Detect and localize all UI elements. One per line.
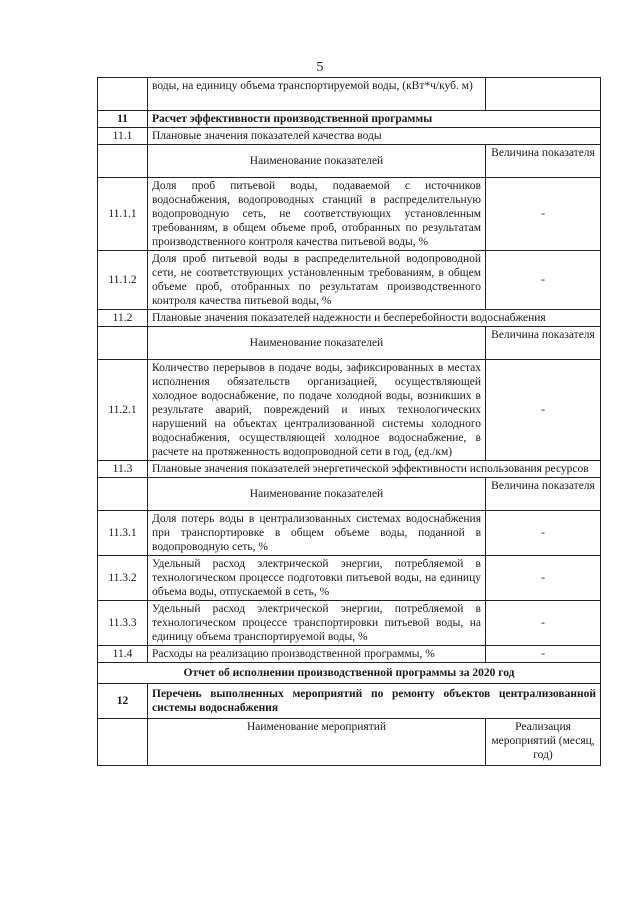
item-value: -: [486, 511, 601, 556]
section-title: Перечень выполненных мероприятий по ремонту объектов централизованной системы водоснабжения: [148, 684, 601, 719]
header-name: Наименование показателей: [148, 478, 486, 511]
table-row: [98, 78, 601, 111]
section-row-12: [98, 684, 601, 719]
table-row: [98, 601, 601, 646]
item-number: 11.2.1: [98, 360, 148, 461]
item-number: 11.4: [98, 646, 148, 663]
header-row: [98, 719, 601, 766]
item-number: 11.3.2: [98, 556, 148, 601]
table-row: [98, 178, 601, 251]
header-realization: Реализация мероприятий (месяц, год): [486, 719, 601, 766]
report-title-row: [98, 663, 601, 684]
table-row: [98, 511, 601, 556]
item-text: Доля проб питьевой воды, подаваемой с источников водоснабжения, водопроводных станций в распределительную водопроводную сеть, не соответствующих установленным требованиям, в общем объеме проб, отобранных по результатам производственного контроля качества питьевой воды, %: [148, 178, 486, 251]
item-value: -: [486, 646, 601, 663]
item-value: -: [486, 360, 601, 461]
row-text: воды, на единицу объема транспортируемой воды, (кВт*ч/куб. м): [148, 78, 486, 111]
item-value: -: [486, 178, 601, 251]
item-text: Удельный расход электрической энергии, потребляемой в технологическом процессе транспортировки питьевой воды, на единицу объема транспортируемой воды, %: [148, 601, 486, 646]
item-text: Удельный расход электрической энергии, потребляемой в технологическом процессе подготовки питьевой воды, на единицу объема воды, отпускаемой в сеть, %: [148, 556, 486, 601]
table-row: [98, 556, 601, 601]
section-row-11: [98, 111, 601, 128]
item-text: Доля проб питьевой воды в распределительной водопроводной сети, не соответствующих установленным требованиям, в общем объеме проб, отобранных по результатам производственного контроля качества питьевой воды, %: [148, 251, 486, 310]
item-number: 11.2: [98, 310, 148, 327]
item-number: 11.3: [98, 461, 148, 478]
production-program-table: [97, 77, 601, 766]
section-title: Расчет эффективности производственной программы: [148, 111, 601, 128]
item-text: Доля потерь воды в централизованных системах водоснабжения при транспортировке в общем объеме воды, поданной в водопроводную сеть, %: [148, 511, 486, 556]
subsection-row-11-3: [98, 461, 601, 478]
header-value: Величина показателя: [486, 327, 601, 360]
subsection-title: Плановые значения показателей энергетической эффективности использования ресурсов: [148, 461, 601, 478]
header-measures: Наименование мероприятий: [148, 719, 486, 766]
header-row: [98, 145, 601, 178]
item-value: -: [486, 601, 601, 646]
table-row: [98, 360, 601, 461]
item-number: 11.1.2: [98, 251, 148, 310]
item-number: 11.3.3: [98, 601, 148, 646]
subsection-title: Плановые значения показателей надежности и бесперебойности водоснабжения: [148, 310, 601, 327]
section-number: 11: [98, 111, 148, 128]
subsection-title: Плановые значения показателей качества воды: [148, 128, 601, 145]
item-number: 11.3.1: [98, 511, 148, 556]
subsection-row-11-1: [98, 128, 601, 145]
page-number: 5: [316, 60, 324, 75]
item-text: Количество перерывов в подаче воды, зафиксированных в местах исполнения обязательств организацией, осуществляющей холодное водоснабжение, по подаче холодной воды, возникших в результате аварий, повреждений и иных технологических нарушений на объектах централизованной системы холодного водоснабжения, осуществляющей холодное водоснабжение, в расчете на протяженность водопроводной сети в год, (ед./км): [148, 360, 486, 461]
header-value: Величина показателя: [486, 478, 601, 511]
section-number: 12: [98, 684, 148, 719]
report-title: Отчет об исполнении производственной программы за 2020 год: [98, 663, 601, 684]
header-row: [98, 478, 601, 511]
header-name: Наименование показателей: [148, 327, 486, 360]
header-row: [98, 327, 601, 360]
item-text: Расходы на реализацию производственной программы, %: [148, 646, 486, 663]
item-number: 11.1.1: [98, 178, 148, 251]
item-value: -: [486, 251, 601, 310]
subsection-row-11-2: [98, 310, 601, 327]
table-row: [98, 251, 601, 310]
item-number: 11.1: [98, 128, 148, 145]
header-value: Величина показателя: [486, 145, 601, 178]
item-value: -: [486, 556, 601, 601]
table-row: [98, 646, 601, 663]
header-name: Наименование показателей: [148, 145, 486, 178]
